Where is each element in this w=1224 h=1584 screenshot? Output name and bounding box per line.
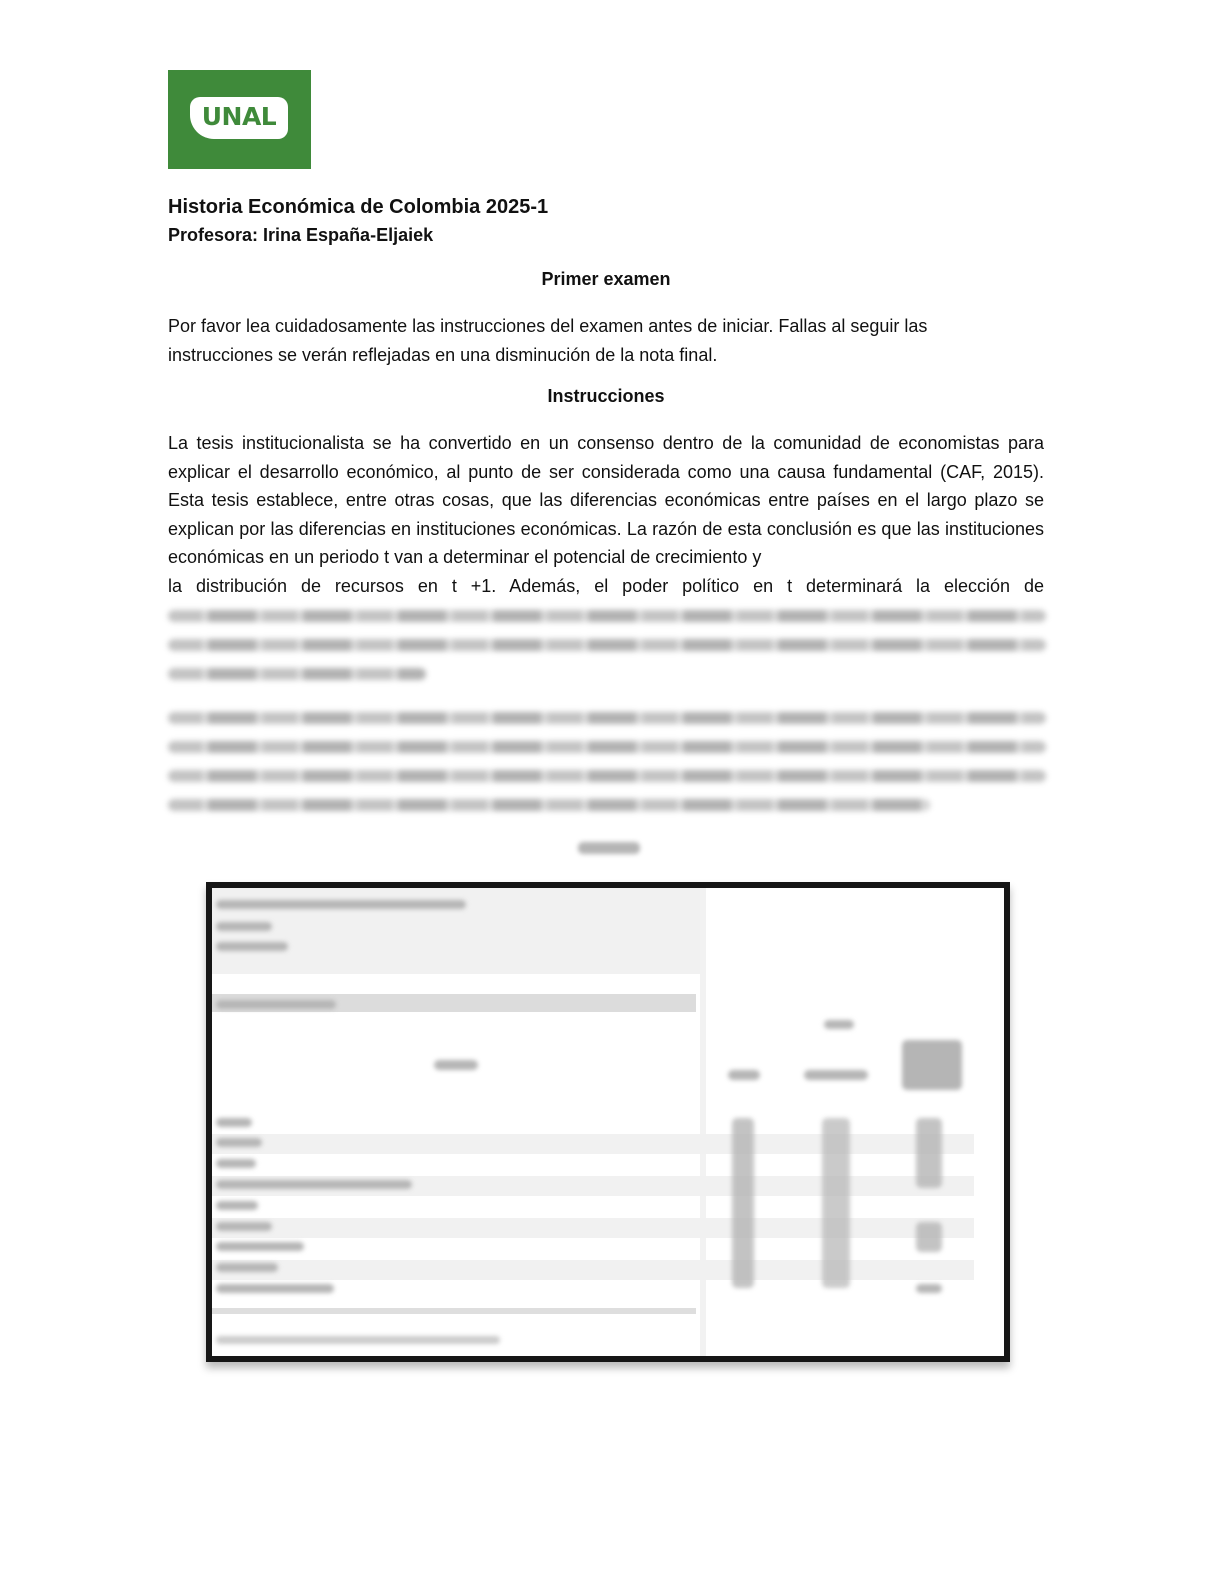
blurred-cell: [728, 1070, 760, 1080]
instructions-paragraph: La tesis institucionalista se ha convertido en un consenso dentro de la comunidad de economistas para explicar el desarrollo económico, al punto de ser considerada como una causa fundamental (CAF, 2015). Esta tesis establece, entre otras cosas, que las diferencias económicas entre países en el largo plazo se explican por las diferencias en instituciones económicas. La razón de esta conclusión es que las instituciones económicas en un periodo t van a determinar el potencial de crecimiento y: [168, 433, 1044, 568]
blurred-cell: [216, 1118, 252, 1127]
blurred-cell: [434, 1060, 478, 1070]
blurred-cell: [916, 1284, 942, 1293]
intro-line-2: instrucciones se verán reflejadas en una disminución de la nota final.: [168, 345, 718, 365]
blurred-column: [916, 1222, 942, 1252]
blurred-column: [822, 1118, 850, 1288]
logo-badge: [190, 97, 288, 139]
blurred-cell: [216, 1263, 278, 1272]
blurred-cell: [824, 1020, 854, 1029]
blurred-cell: [216, 1159, 256, 1168]
instructions-last-line: la distribución de recursos en t +1. Además, el poder político en t determinará la elección de: [168, 576, 1044, 596]
blurred-cell: [216, 900, 466, 909]
blurred-text-line: [168, 610, 1046, 622]
blurred-cell: [902, 1040, 962, 1090]
blurred-text-line: [168, 770, 1046, 782]
blurred-cell: [216, 922, 272, 931]
blurred-cell: [216, 1000, 336, 1009]
exam-heading: Primer examen: [541, 269, 671, 289]
blurred-table-image: [206, 882, 1010, 1362]
blurred-column: [732, 1118, 754, 1288]
blurred-cell: [216, 1138, 262, 1147]
blurred-column: [916, 1118, 942, 1188]
blurred-cell: [216, 1284, 334, 1293]
blurred-cell: [804, 1070, 868, 1080]
table-row-band: [212, 1134, 974, 1154]
table-row-band: [212, 1218, 974, 1238]
blurred-cell: [216, 1222, 272, 1231]
blurred-text-line: [168, 639, 1046, 651]
blurred-text-line: [168, 799, 930, 811]
professor-name: Profesora: Irina España-Eljaiek: [168, 225, 434, 245]
blurred-text-line: [168, 741, 1046, 753]
instructions-heading: Instrucciones: [547, 386, 665, 406]
blurred-cell: [216, 1201, 258, 1210]
intro-line-1: Por favor lea cuidadosamente las instrucciones del examen antes de iniciar. Fallas al seguir las: [168, 316, 928, 336]
logo-text: UNAL: [201, 102, 277, 131]
blurred-cell: [216, 1336, 500, 1344]
blurred-cell: [216, 942, 288, 951]
table-column-separator: [700, 888, 706, 1356]
blurred-cell: [216, 1242, 304, 1251]
course-title: Historia Económica de Colombia 2025-1: [168, 196, 549, 218]
table-row-band: [212, 1260, 974, 1280]
blurred-text-line: [168, 712, 1046, 724]
blurred-table-caption: [578, 842, 640, 854]
unal-logo: [168, 70, 311, 169]
table-footer-band: [212, 1308, 696, 1314]
blurred-cell: [216, 1180, 412, 1189]
blurred-text-line: [168, 668, 426, 680]
